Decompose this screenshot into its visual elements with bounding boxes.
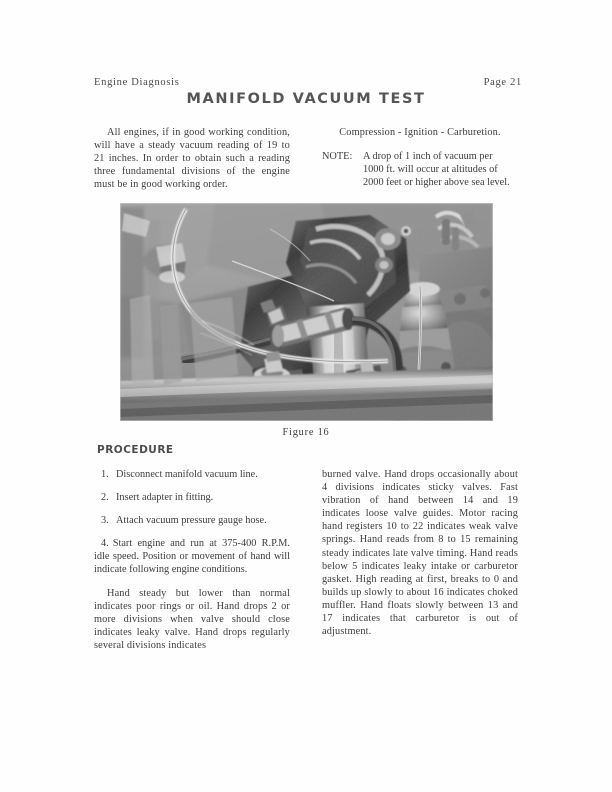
running-head <box>94 77 522 91</box>
procedure-heading: PROCEDURE <box>97 444 174 456</box>
body-right-column <box>322 468 518 645</box>
intro-right-column <box>322 126 518 189</box>
note-line-1: A drop of 1 inch of vacuum per <box>363 151 493 163</box>
step-text: Attach vacuum pressure gauge hose. <box>116 515 267 527</box>
note-label: NOTE: <box>322 151 353 163</box>
running-head-right: Page 21 <box>483 77 522 88</box>
list-item <box>94 468 290 481</box>
step-text: Insert adapter in fitting. <box>116 492 214 504</box>
body-left-column <box>94 468 290 659</box>
body-paragraph-left: Hand steady but lower than normal indicates poor rings or oil. Hand drops 2 or more divisions when valve should close indicates leaky valve. Hand drops regularly several divisions indicates <box>94 587 290 651</box>
running-head-left: Engine Diagnosis <box>94 77 180 88</box>
procedure-steps <box>94 468 290 577</box>
manifold-photo <box>120 203 493 421</box>
note-line-2: 1000 ft. will occur at altitudes of <box>363 164 498 176</box>
step-number: 2. <box>101 492 109 504</box>
note-block <box>322 150 518 189</box>
list-item <box>94 491 290 504</box>
intro-left-column <box>94 126 290 198</box>
list-item <box>94 537 290 576</box>
figure-caption: Figure 16 <box>282 427 330 438</box>
step-number: 1. <box>101 469 109 480</box>
intro-section <box>94 126 518 191</box>
intro-paragraph: All engines, if in good working condition, will have a steady vacuum reading of 19 to 21 inches. In order to obtain such a reading three fundamental divisions of the engine must be in good working order. <box>94 127 290 191</box>
page-title: MANIFOLD VACUUM TEST <box>186 91 426 107</box>
list-item <box>94 514 290 527</box>
figure-16 <box>120 203 493 421</box>
note-line-3: 2000 feet or higher above sea level. <box>363 177 510 189</box>
step-text: Start engine and run at 375-400 R.P.M. idle speed. Position or movement of hand will indicate following engine conditions. <box>94 538 290 576</box>
step-number: 4. <box>101 538 109 550</box>
body-paragraph-right: burned valve. Hand drops occasionally about 4 divisions indicates sticky valves. Fast vibration of hand between 14 and 19 indicates loose valve guides. Motor racing hand registers 10 to 22 indicates weak valve springs. Hand reads from 8 to 15 remaining steady indicates late valve timing. Hand reads below 5 indicates leaky intake or carburetor gasket. High reading at first, breaks to 0 and builds up slowly to about 16 indicates choked muffler. Hand floats slowly between 13 and 17 indicates that carburetor is out of adjustment. <box>322 469 518 638</box>
photo-graphic <box>120 203 493 421</box>
step-text: Disconnect manifold vacuum line. <box>116 469 258 480</box>
step-number: 3. <box>101 515 109 527</box>
intro-subheading: Compression - Ignition - Carburetion. <box>339 127 501 138</box>
